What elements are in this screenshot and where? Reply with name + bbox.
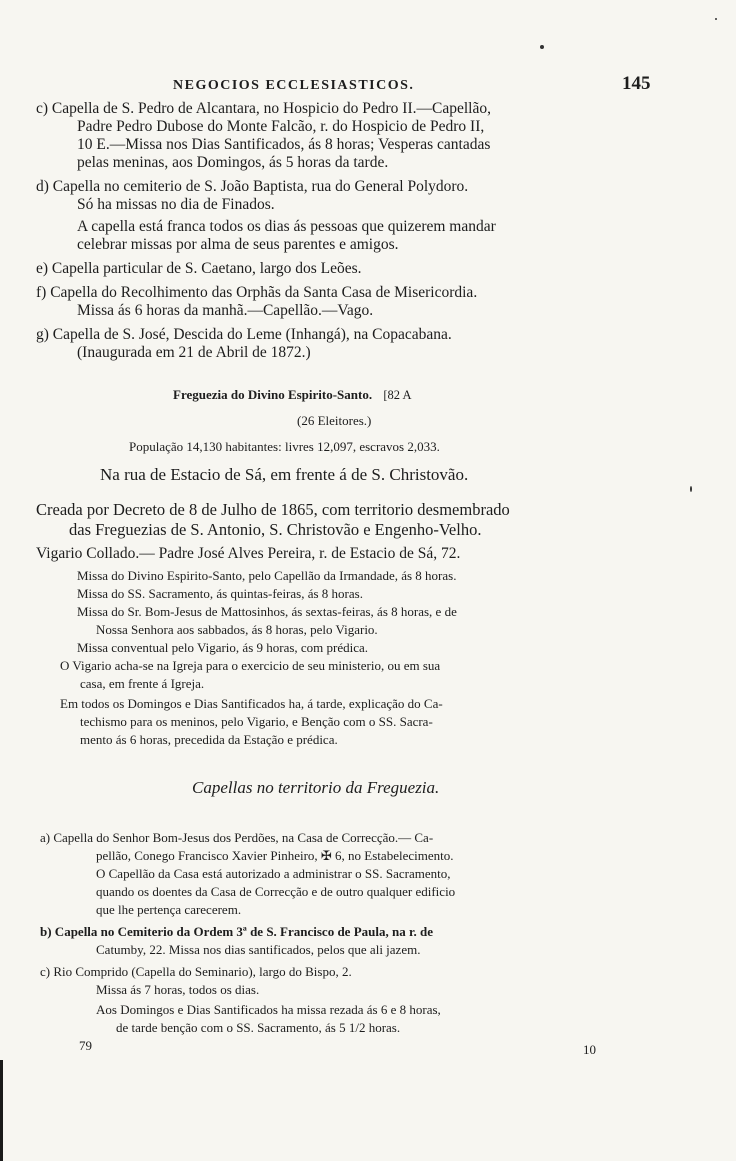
text-line: Missa do Divino Espirito-Santo, pelo Capellão da Irmandade, ás 8 horas. — [77, 568, 457, 583]
text-line: pelas meninas, aos Domingos, ás 5 horas da tarde. — [77, 154, 389, 171]
population-line: População 14,130 habitantes: livres 12,097, escravos 2,033. — [129, 439, 440, 454]
text-line: Em todos os Domingos e Dias Santificados ha, á tarde, explicação do Ca- — [60, 696, 443, 711]
text-line: Missa do Sr. Bom-Jesus de Mattosinhos, ás sextas-feiras, ás 8 horas, e de — [77, 604, 457, 619]
text-line: de tarde benção com o SS. Sacramento, ás 5 1/2 horas. — [116, 1020, 401, 1035]
text-line: Nossa Senhora aos sabbados, ás 8 horas, pelo Vigario. — [96, 622, 378, 637]
text-line: Missa ás 6 horas da manhã.—Capellão.—Vago. — [77, 302, 374, 319]
text-line: e) Capella particular de S. Caetano, largo dos Leões. — [36, 260, 362, 277]
parish-name: Freguezia do Divino Espirito-Santo. — [173, 387, 373, 402]
text-line: Catumby, 22. Missa nos dias santificados, pelos que ali jazem. — [96, 942, 421, 957]
text-line: techismo para os meninos, pelo Vigario, e Benção com o SS. Sacra- — [80, 714, 433, 729]
ink-speck — [690, 486, 692, 492]
text-line: Missa ás 7 horas, todos os dias. — [96, 982, 260, 997]
text-line: g) Capella de S. José, Descida do Leme (Inhangá), na Copacabana. — [36, 326, 452, 343]
text-line: d) Capella no cemiterio de S. João Baptista, rua do General Polydoro. — [36, 178, 469, 195]
text-line: Só ha missas no dia de Finados. — [77, 196, 275, 213]
text-line: c) Capella de S. Pedro de Alcantara, no Hospicio do Pedro II.—Capellão, — [36, 100, 491, 117]
text-line: mento ás 6 horas, precedida da Estação e prédica. — [80, 732, 338, 747]
text-line: celebrar missas por alma de seus parentes e amigos. — [77, 236, 399, 253]
text-line: c) Rio Comprido (Capella do Seminario), largo do Bispo, 2. — [40, 964, 352, 979]
binding-edge — [0, 1060, 3, 1161]
text-line: quando os doentes da Casa de Correcção e de outro qualquer edificio — [96, 884, 456, 899]
text-line: Padre Pedro Dubose do Monte Falcão, r. do Hospicio de Pedro II, — [77, 118, 485, 135]
text-line: O Vigario acha-se na Igreja para o exercicio de seu ministerio, ou em sua — [60, 658, 441, 673]
parish-title — [173, 386, 411, 404]
parish-ref: [82 A — [383, 388, 412, 402]
electors-count: (26 Eleitores.) — [297, 413, 372, 428]
text-line: b) Capella no Cemiterio da Ordem 3ª de S. Francisco de Paula, na r. de — [40, 924, 434, 939]
running-header: NEGOCIOS ECCLESIASTICOS. — [173, 78, 415, 93]
text-line: a) Capella do Senhor Bom-Jesus dos Perdões, na Casa de Correcção.— Ca- — [40, 830, 434, 845]
signature-mark: 79 — [79, 1038, 92, 1053]
page-number: 145 — [622, 73, 651, 94]
text-line: das Freguezias de S. Antonio, S. Christovão e Engenho-Velho. — [69, 520, 482, 539]
text-line: Creada por Decreto de 8 de Julho de 1865, com territorio desmembrado — [36, 500, 510, 519]
sheet-number: 10 — [583, 1042, 596, 1057]
text-line: A capella está franca todos os dias ás pessoas que quizerem mandar — [77, 218, 496, 235]
text-line: (Inaugurada em 21 de Abril de 1872.) — [77, 344, 311, 361]
text-line: f) Capella do Recolhimento das Orphãs da Santa Casa de Misericordia. — [36, 284, 478, 301]
text-line: O Capellão da Casa está autorizado a administrar o SS. Sacramento, — [96, 866, 451, 881]
text-line: pellão, Conego Francisco Xavier Pinheiro, ✠ 6, no Estabelecimento. — [96, 848, 454, 863]
text-line: Aos Domingos e Dias Santificados ha missa rezada ás 6 e 8 horas, — [96, 1002, 441, 1017]
section-title: Capellas no territorio da Freguezia. — [192, 778, 440, 797]
text-line: Missa conventual pelo Vigario, ás 9 horas, com prédica. — [77, 640, 369, 655]
text-line: que lhe pertença carecerem. — [96, 902, 242, 917]
text-line: Vigario Collado.— Padre José Alves Pereira, r. de Estacio de Sá, 72. — [36, 545, 461, 562]
text-line: casa, em frente á Igreja. — [80, 676, 205, 691]
text-line: Missa do SS. Sacramento, ás quintas-feiras, ás 8 horas. — [77, 586, 363, 601]
parish-location: Na rua de Estacio de Sá, em frente á de S. Christovão. — [100, 465, 469, 484]
text-line: 10 E.—Missa nos Dias Santificados, ás 8 horas; Vesperas cantadas — [77, 136, 491, 153]
ink-speck — [715, 18, 717, 20]
ink-speck — [540, 45, 544, 49]
